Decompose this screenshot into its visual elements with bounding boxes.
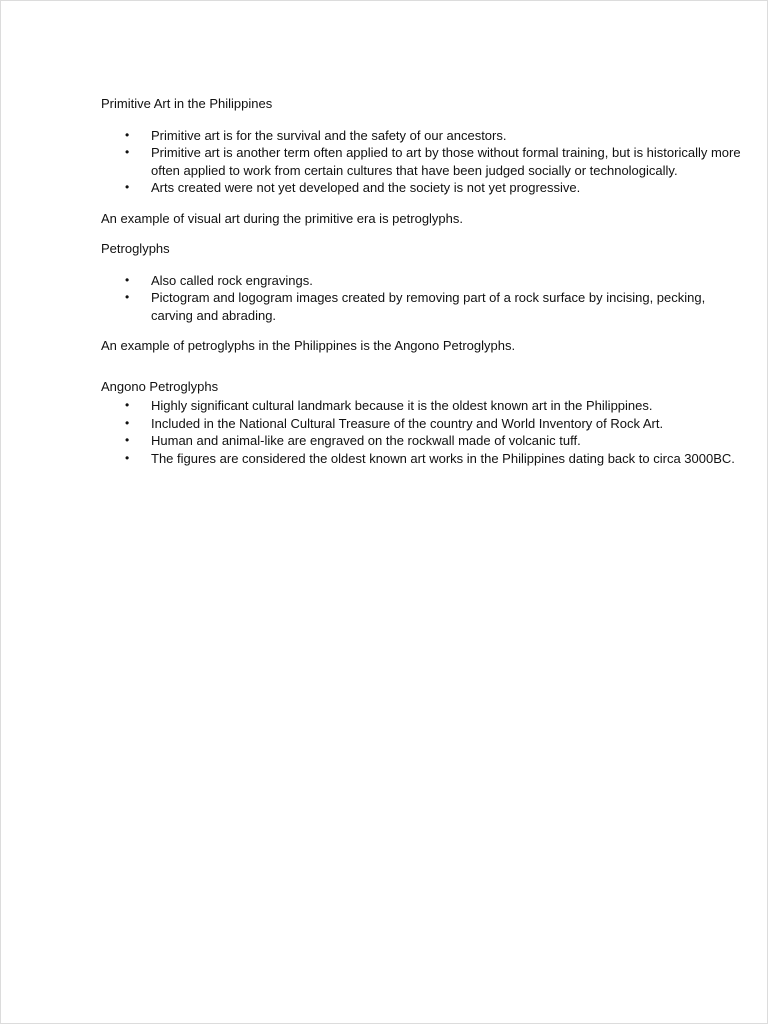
bullet-list-primitive-art bbox=[101, 127, 741, 197]
bullet-icon: • bbox=[125, 272, 130, 287]
list-item: • Human and animal-like are engraved on the rockwall made of volcanic tuff. bbox=[125, 433, 581, 448]
bullet-icon: • bbox=[125, 433, 130, 447]
bullet-list-angono-petroglyphs bbox=[101, 397, 741, 467]
list-item: • Included in the National Cultural Treasure of the country and World Inventory of Rock Art. bbox=[125, 415, 664, 431]
bullet-icon: • bbox=[125, 398, 130, 412]
bullet-list-petroglyphs bbox=[101, 272, 741, 325]
list-item: • Pictogram and logogram images created by removing part of a rock surface by incising, pecking, carving and abrading. bbox=[125, 290, 706, 323]
section-heading-angono-petroglyphs: Angono Petroglyphs bbox=[101, 378, 219, 394]
section-heading-primitive-art: Primitive Art in the Philippines bbox=[101, 96, 273, 111]
list-item: • The figures are considered the oldest known art works in the Philippines dating back to circa 3000BC. bbox=[125, 450, 735, 466]
bullet-icon: • bbox=[125, 180, 130, 194]
bullet-icon: • bbox=[125, 145, 130, 159]
paragraph-visual-art-example: An example of visual art during the primitive era is petroglyphs. bbox=[101, 210, 464, 226]
bullet-icon: • bbox=[125, 450, 130, 465]
bullet-icon: • bbox=[125, 127, 130, 142]
bullet-icon: • bbox=[125, 415, 130, 430]
list-item: • Also called rock engravings. bbox=[125, 272, 313, 288]
list-item: • Primitive art is for the survival and the safety of our ancestors. bbox=[125, 127, 507, 143]
list-item: • Highly significant cultural landmark because it is the oldest known art in the Philippines. bbox=[125, 398, 653, 413]
list-item: • Primitive art is another term often applied to art by those without formal training, but is historically more often applied to work from certain cultures that have been judged socially or technologically. bbox=[125, 145, 741, 178]
document-body bbox=[101, 95, 741, 467]
list-item: • Arts created were not yet developed and the society is not yet progressive. bbox=[125, 180, 581, 195]
section-heading-petroglyphs: Petroglyphs bbox=[101, 241, 170, 256]
bullet-icon: • bbox=[125, 290, 130, 304]
paragraph-petroglyphs-example: An example of petroglyphs in the Philippines is the Angono Petroglyphs. bbox=[101, 338, 516, 353]
